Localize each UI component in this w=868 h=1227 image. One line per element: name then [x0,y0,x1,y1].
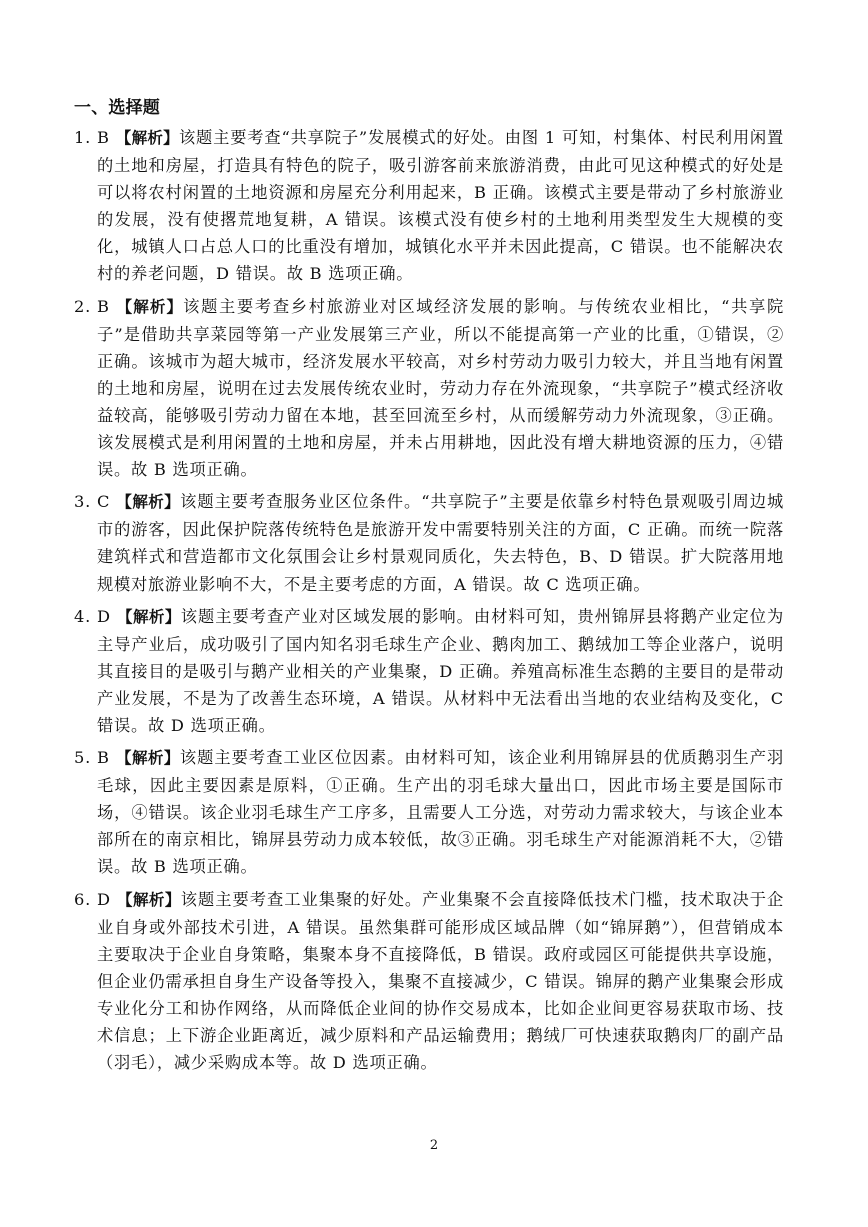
answer-list [74,124,784,1076]
answer-item-3 [74,488,784,597]
analysis-tag: 【解析】 [115,749,180,768]
answer-choice: C [97,492,111,512]
question-number: 2. [74,296,92,316]
answer-choice: D [97,889,111,909]
answer-item-1 [74,124,784,288]
answer-choice: D [97,606,111,626]
answer-item-6 [74,886,784,1077]
question-number: 1. [74,128,92,147]
answer-choice: B [97,748,110,768]
section-title: 一、选择题 [74,98,160,118]
analysis-text: 该题主要考查“共享院子”发展模式的好处。由图 1 可知，村集体、村民利用闲置的土地和房屋，打造具有特色的院子，吸引游客前来旅游消费，由此可见这种模式的好处是可以将农村闲置的土地资源和房屋充分利用起来，B 正确。该模式主要是带动了乡村旅游业的发展，没有使撂荒地复耕，A 错误。该模式没有使乡村的土地利用类型发生大规模的变化，城镇人口占总人口的比重没有增加，城镇化水平并未因此提高，C 错误。也不能解决农村的养老问题，D 错误。故 B 选项正确。 [97,128,785,284]
question-number: 5. [74,748,92,768]
page-number: 2 [429,1138,439,1153]
question-number: 3. [74,492,92,512]
answer-choice: B [97,296,110,316]
analysis-text: 该题主要考查乡村旅游业对区域经济发展的影响。与传统农业相比，“共享院子”是借助共享菜园等第一产业发展第三产业，所以不能提高第一产业的比重，①错误，②正确。该城市为超大城市，经济发展水平较高，对乡村劳动力吸引力较大，并且当地有闲置的土地和房屋，说明在过去发展传统农业时，劳动力存在外流现象，“共享院子”模式经济收益较高，能够吸引劳动力留在本地，甚至回流至乡村，从而缓解劳动力外流现象，③正确。该发展模式是利用闲置的土地和房屋，并未占用耕地，因此没有增大耕地资源的压力，④错误。故 B 选项正确。 [97,296,784,480]
question-number: 4. [74,606,92,626]
analysis-tag: 【解析】 [116,493,181,512]
answer-item-2 [74,293,784,484]
answer-item-5 [74,744,784,880]
analysis-text: 该题主要考查产业对区域发展的影响。由材料可知，贵州锦屏县将鹅产业定位为主导产业后，成功吸引了国内知名羽毛球生产企业、鹅肉加工、鹅绒加工等企业落户，说明其直接目的是吸引与鹅产业相关的产业集聚，D 正确。养殖高标准生态鹅的主要目的是带动产业发展，不是为了改善生态环境，A 错误。从材料中无法看出当地的农业结构及变化，C 错误。故 D 选项正确。 [97,606,784,735]
analysis-tag: 【解析】 [116,607,181,626]
question-number: 6. [74,889,92,909]
analysis-tag: 【解析】 [115,129,179,147]
analysis-tag: 【解析】 [115,297,184,316]
analysis-tag: 【解析】 [116,890,181,909]
analysis-text: 该题主要考查工业集聚的好处。产业集聚不会直接降低技术门槛，技术取决于企业自身或外部技术引进，A 错误。虽然集群可能形成区域品牌（如“锦屏鹅”），但营销成本主要取决于企业自身策略，集聚本身不直接降低，B 错误。政府或园区可能提供共享设施，但企业仍需承担自身生产设备等投入，集聚不直接减少，C 错误。锦屏的鹅产业集聚会形成专业化分工和协作网络，从而降低企业间的协作交易成本，比如企业间更容易获取市场、技术信息；上下游企业距离近，减少原料和产品运输费用；鹅绒厂可快速获取鹅肉厂的副产品（羽毛），减少采购成本等。故 D 选项正确。 [97,889,784,1073]
analysis-text: 该题主要考查工业区位因素。由材料可知，该企业利用锦屏县的优质鹅羽生产羽毛球，因此主要因素是原料，①正确。生产出的羽毛球大量出口，因此市场主要是国际市场，④错误。该企业羽毛球生产工序多，且需要人工分选，对劳动力需求较大，与该企业本部所在的南京相比，锦屏县劳动力成本较低，故③正确。羽毛球生产对能源消耗不大，②错误。故 B 选项正确。 [97,748,784,877]
answer-item-4 [74,603,784,739]
analysis-text: 该题主要考查服务业区位条件。“共享院子”主要是依靠乡村特色景观吸引周边城市的游客，因此保护院落传统特色是旅游开发中需要特别关注的方面，C 正确。而统一院落建筑样式和营造都市文化氛围会让乡村景观同质化，失去特色，B、D 错误。扩大院落用地规模对旅游业影响不大，不是主要考虑的方面，A 错误。故 C 选项正确。 [97,492,784,594]
answer-choice: B [97,128,110,147]
